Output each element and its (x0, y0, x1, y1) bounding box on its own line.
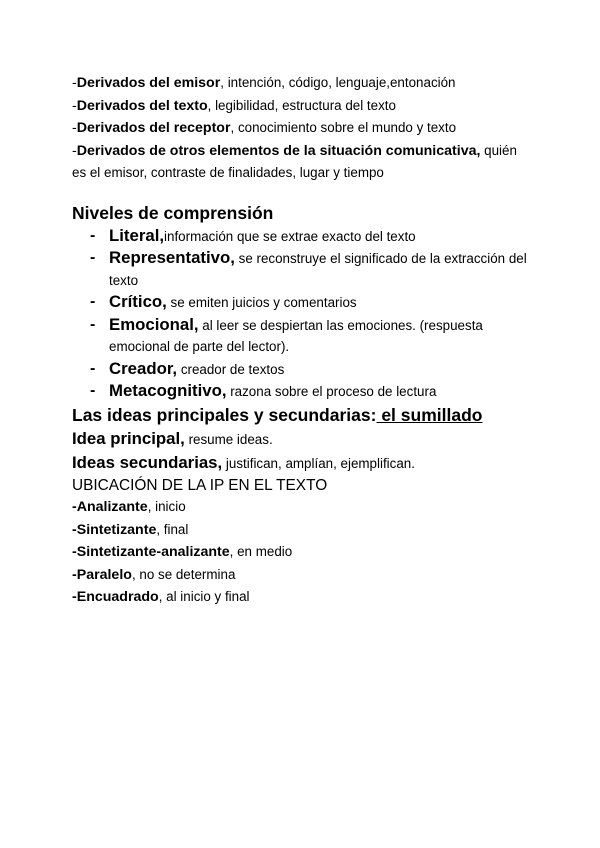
term: Literal, (109, 225, 165, 245)
niveles-list (72, 225, 532, 403)
desc: información que se extrae exacto del texto (164, 228, 416, 244)
ubicacion-item: -Sintetizante, final (72, 521, 189, 538)
list-item: - Creador, creador de textos (90, 358, 285, 378)
list-item: - Literal,información que se extrae exacto del texto (90, 225, 416, 245)
sumillado-underlined: el sumillado (376, 404, 483, 425)
niveles-heading: Niveles de comprensión (72, 202, 274, 223)
desc: , legibilidad, estructura del texto (207, 97, 396, 113)
term: Representativo, (109, 248, 235, 267)
derivados-texto: -Derivados del texto, legibilidad, estructura del texto (72, 97, 396, 114)
list-item: - Representativo, se reconstruye el significado de la extracción del texto (90, 248, 527, 288)
term: Crítico, (109, 292, 167, 311)
desc: , conocimiento sobre el mundo y texto (230, 120, 457, 135)
desc: quién es el emisor, contraste de finalidades, lugar y tiempo (72, 142, 517, 180)
term: Metacognitivo, (109, 381, 227, 400)
ubicacion-item: -Analizante, inicio (72, 499, 186, 515)
desc: , intención, código, lenguaje,entonación (220, 75, 456, 90)
desc: se emiten juicios y comentarios (166, 295, 357, 310)
ubicacion-item: -Encuadrado, al inicio y final (72, 589, 250, 605)
term: Derivados de otros elementos de la situación comunicativa, (76, 142, 481, 159)
desc: razona sobre el proceso de lectura (226, 384, 437, 399)
desc: se reconstruye el significado de la extracción del texto (109, 251, 527, 288)
term: Derivados del receptor (76, 120, 231, 136)
derivados-otros: -Derivados de otros elementos de la situación comunicativa, quién es el emisor, contraste de finalidades, lugar y tiempo (72, 142, 517, 180)
term: Emocional, (109, 314, 199, 334)
ubicacion-item: -Sintetizante-analizante, en medio (72, 544, 293, 560)
ubicacion-heading: UBICACIÓN DE LA IP EN EL TEXTO (72, 476, 328, 494)
document-page (72, 72, 532, 609)
term: Derivados del texto (76, 97, 208, 114)
term: Derivados del emisor (76, 75, 221, 91)
list-item: - Emocional, al leer se despiertan las emociones. (respuesta emocional de parte del lector). (90, 314, 483, 354)
derivados-receptor: -Derivados del receptor, conocimiento sobre el mundo y texto (72, 120, 457, 136)
list-item: - Metacognitivo, razona sobre el proceso de lectura (90, 381, 437, 400)
desc: al leer se despiertan las emociones. (respuesta emocional de parte del lector). (109, 317, 483, 354)
desc: creador de textos (177, 361, 285, 377)
ideas-heading: Las ideas principales y secundarias: el sumillado (72, 404, 483, 425)
term: Creador, (109, 358, 178, 378)
ideas-secundarias: Ideas secundarias, justifican, amplían, ejemplifican. (72, 452, 415, 472)
list-item: - Crítico, se emiten juicios y comentarios (90, 292, 357, 311)
derivados-emisor: -Derivados del emisor, intención, código, lenguaje,entonación (72, 75, 456, 91)
idea-principal: Idea principal, resume ideas. (72, 428, 273, 448)
ubicacion-item: -Paralelo, no se determina (72, 566, 236, 583)
